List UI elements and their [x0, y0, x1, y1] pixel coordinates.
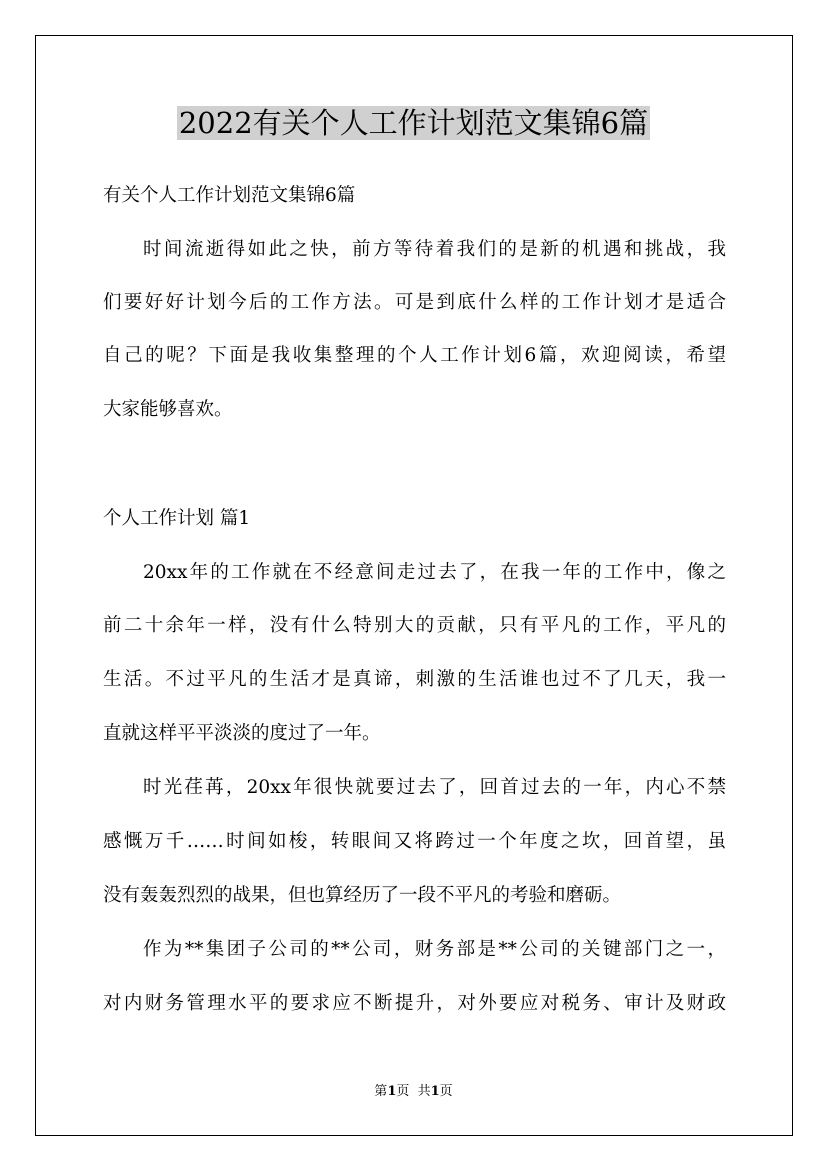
- paragraph-line: 直就这样平平淡淡的度过了一年。: [103, 723, 381, 744]
- intro-line: 自己的呢？下面是我收集整理的个人工作计划6篇，欢迎阅读，希望: [103, 345, 726, 366]
- intro-line: 们要好好计划今后的工作方法。可是到底什么样的工作计划才是适合: [103, 292, 726, 313]
- page-footer: [0, 1083, 827, 1101]
- paragraph-line: 没有轰轰烈烈的战果，但也算经历了一段不平凡的考验和磨砺。: [103, 885, 622, 906]
- paragraph-line: 感慨万千……时间如梭，转眼间又将跨过一个年度之坎，回首望，虽: [103, 831, 726, 852]
- footer-total-pages: 1: [430, 1084, 440, 1099]
- document-title-text: 2022有关个人工作计划范文集锦6篇: [178, 106, 649, 140]
- footer-page-mid: 页 共: [396, 1084, 431, 1099]
- intro-line: 时间流逝得如此之快，前方等待着我们的是新的机遇和挑战，我: [143, 239, 726, 260]
- document-title: [0, 103, 827, 143]
- paragraph-line: 作为**集团子公司的**公司，财务部是**公司的关键部门之一，: [143, 939, 726, 960]
- section-heading: 个人工作计划 篇1: [103, 508, 251, 529]
- intro-line: 大家能够喜欢。: [103, 399, 233, 420]
- document-subtitle: 有关个人工作计划范文集锦6篇: [103, 185, 356, 206]
- paragraph-line: 20xx年的工作就在不经意间走过去了，在我一年的工作中，像之: [143, 562, 726, 583]
- footer-page-prefix: 第: [374, 1084, 388, 1099]
- footer-page-number: 1: [387, 1084, 397, 1099]
- paragraph-line: 前二十余年一样，没有什么特别大的贡献，只有平凡的工作，平凡的: [103, 615, 726, 636]
- paragraph-line: 时光荏苒，20xx年很快就要过去了，回首过去的一年，内心不禁: [143, 777, 726, 798]
- paragraph-line: 对内财务管理水平的要求应不断提升，对外要应对税务、审计及财政: [103, 993, 726, 1014]
- paragraph-line: 生活。不过平凡的生活才是真谛，刺激的生活谁也过不了几天，我一: [103, 669, 726, 690]
- footer-page-suffix: 页: [439, 1084, 453, 1099]
